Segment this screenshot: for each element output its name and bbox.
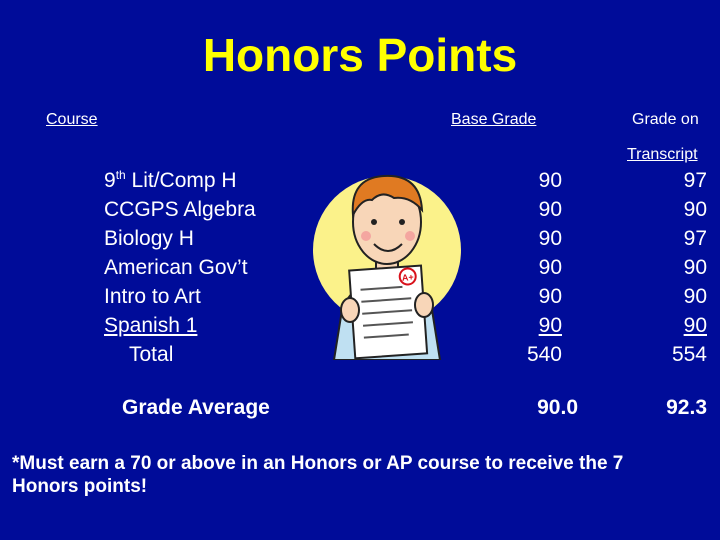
base-grade-value: 90 bbox=[538, 227, 562, 250]
transcript-grade-value: 90 bbox=[683, 256, 707, 279]
base-grade-value: 90 bbox=[538, 285, 562, 308]
grade-average-transcript: 92.3 bbox=[666, 396, 707, 419]
course-number: 9 bbox=[104, 169, 116, 192]
course-header: Course bbox=[46, 111, 98, 128]
total-label: Total bbox=[129, 343, 174, 366]
course-name bbox=[104, 166, 344, 195]
transcript-grade-value: 97 bbox=[683, 169, 707, 192]
course-name: Spanish 1 bbox=[104, 314, 198, 337]
student-report-card-clipart bbox=[312, 160, 462, 360]
page-title: Honors Points bbox=[202, 29, 518, 81]
course-name: CCGPS Algebra bbox=[104, 198, 256, 221]
cheek bbox=[361, 231, 371, 241]
course-name: Biology H bbox=[104, 227, 194, 250]
transcript-grade-value: 90 bbox=[683, 198, 707, 221]
course-list bbox=[104, 166, 344, 369]
grade-average-base: 90.0 bbox=[537, 396, 578, 419]
transcript-header-line1: Grade on bbox=[632, 111, 699, 128]
cheek bbox=[405, 231, 415, 241]
base-grade-value: 90 bbox=[538, 169, 562, 192]
course-suffix: th bbox=[115, 168, 126, 182]
hand bbox=[415, 293, 433, 317]
base-grade-header: Base Grade bbox=[451, 111, 537, 128]
course-name: American Gov’t bbox=[104, 256, 248, 279]
transcript-total: 554 bbox=[671, 343, 707, 366]
honors-note: *Must earn a 70 or above in an Honors or AP course to receive the 7 Honors points! bbox=[12, 453, 624, 497]
report-card-paper bbox=[349, 266, 427, 359]
base-total: 540 bbox=[526, 343, 562, 366]
transcript-header-line2: Transcript bbox=[627, 146, 698, 163]
course-text: Lit/Comp H bbox=[125, 169, 237, 192]
base-grade-column bbox=[470, 166, 562, 369]
transcript-grade-value: 90 bbox=[683, 314, 707, 337]
transcript-grade-value: 90 bbox=[683, 285, 707, 308]
course-name: Intro to Art bbox=[104, 285, 201, 308]
hand bbox=[341, 298, 359, 322]
eye-icon bbox=[371, 219, 377, 225]
base-grade-value: 90 bbox=[538, 314, 562, 337]
grade-average-label: Grade Average bbox=[122, 396, 270, 419]
grade-stamp-text: A+ bbox=[401, 272, 414, 283]
eye-icon bbox=[399, 219, 405, 225]
base-grade-value: 90 bbox=[538, 198, 562, 221]
base-grade-value: 90 bbox=[538, 256, 562, 279]
transcript-grade-value: 97 bbox=[683, 227, 707, 250]
transcript-grade-column bbox=[570, 166, 707, 369]
